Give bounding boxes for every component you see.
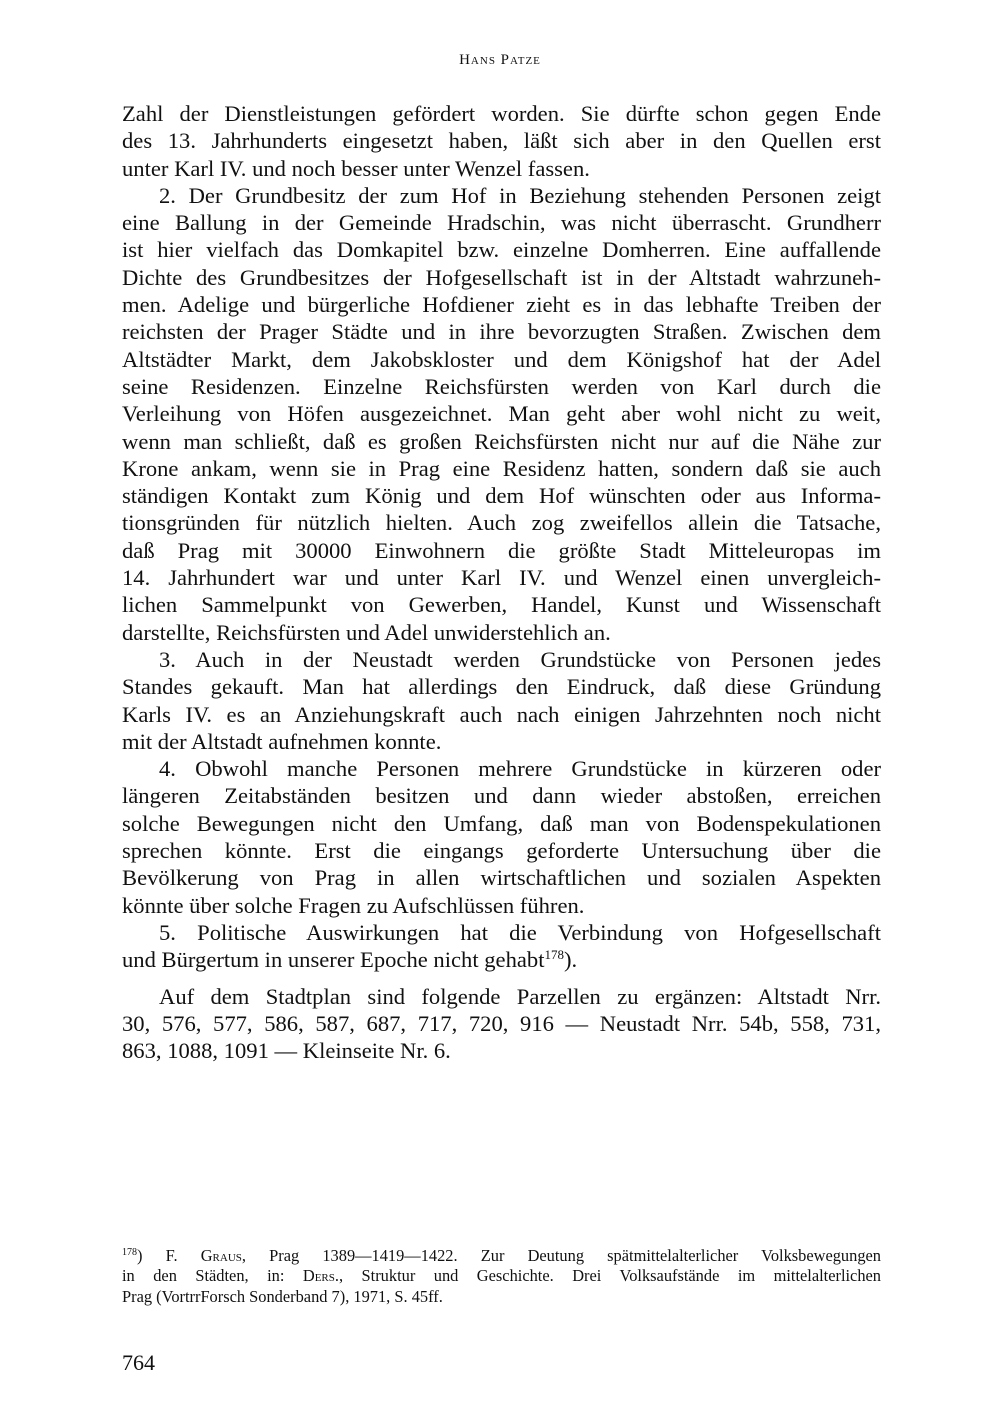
paragraph-continuation [122, 100, 881, 182]
text-line: Bevölkerung von Prag in allen wirtschaftlichen und sozialen Aspekten [122, 865, 881, 891]
footnote-text: in den Städten, in: [122, 1266, 303, 1286]
footnote-reference[interactable]: 178 [544, 947, 564, 963]
text-fragment: ). [563, 947, 578, 973]
text-line: 14. Jahrhundert war und unter Karl IV. und Wenzel einen unvergleich- [122, 565, 881, 591]
text-line: men. Adelige und bürgerliche Hofdiener zieht es in das lebhafte Treiben der [122, 292, 881, 318]
footnote-178 [122, 1246, 881, 1307]
text-line: tionsgründen für nützlich hielten. Auch zog zweifellos allein die Tatsache, [122, 510, 881, 536]
text-line: wenn man schließt, daß es großen Reichsfürsten nicht nur auf die Nähe zur [122, 428, 881, 454]
text-line: unter Karl IV. und noch besser unter Wenzel fassen. [122, 155, 590, 181]
paragraph-stadtplan [122, 983, 881, 1065]
text-line: darstellte, Reichsfürsten und Adel unwiderstehlich an. [122, 619, 611, 645]
text-line: ist hier vielfach das Domkapitel bzw. einzelne Domherren. Eine auffallende [122, 237, 881, 263]
footnote-text: , Prag 1389—1419—1422. Zur Deutung spätmittelalterlicher Volksbewegungen [241, 1246, 881, 1265]
text-line: Auf dem Stadtplan sind folgende Parzellen zu ergänzen: Altstadt Nrr. [159, 983, 881, 1009]
text-line: längeren Zeitabständen besitzen und dann wieder abstoßen, erreichen [122, 783, 881, 809]
text-line: Krone ankam, wenn sie in Prag eine Residenz hatten, sondern daß sie auch [122, 455, 881, 481]
footnote-line: Prag (VortrrForsch Sonderband 7), 1971, S. 45ff. [122, 1286, 443, 1306]
text-line: 3. Auch in der Neustadt werden Grundstücke von Personen jedes [159, 646, 881, 672]
page-number: 764 [122, 1350, 155, 1375]
footnote-line [122, 1266, 881, 1286]
footnote-ders: Ders. [302, 1266, 339, 1286]
text-line: solche Bewegungen nicht den Umfang, daß man von Bodenspekulationen [122, 810, 881, 836]
text-line: Altstädter Markt, dem Jakobskloster und dem Königshof hat der Adel [122, 346, 881, 372]
text-line: Standes gekauft. Man hat allerdings den Eindruck, daß diese Gründung [122, 674, 881, 700]
text-line: Karls IV. es an Anziehungskraft auch nach einigen Jahrzehnten noch nicht [122, 701, 881, 727]
text-line: eine Ballung in der Gemeinde Hradschin, was nicht überrascht. Grundherr [122, 210, 881, 236]
text-line: lichen Sammelpunkt von Gewerben, Handel, Kunst und Wissenschaft [122, 592, 881, 618]
text-line: könnte über solche Fragen zu Aufschlüssen führen. [122, 892, 585, 918]
footnote-marker-tail: ) [137, 1246, 143, 1265]
text-line: 863, 1088, 1091 — Kleinseite Nr. 6. [122, 1038, 451, 1064]
paragraph-point-4 [122, 755, 881, 919]
text-line: 30, 576, 577, 586, 587, 687, 717, 720, 916 — Neustadt Nrr. 54b, 558, 731, [122, 1010, 881, 1036]
text-line: ständigen Kontakt zum König und dem Hof wünschten oder aus Informa- [122, 483, 881, 509]
footnote-text: , Struktur und Geschichte. Drei Volksaufstände im mittelalterlichen [338, 1266, 881, 1286]
body-text [122, 100, 881, 1064]
text-line: 5. Politische Auswirkungen hat die Verbindung von Hofgesellschaft [159, 919, 881, 945]
footnote-line [122, 1246, 881, 1266]
text-line: 4. Obwohl manche Personen mehrere Grundstücke in kürzeren oder [159, 756, 881, 782]
text-line: sprechen könnte. Erst die eingangs geforderte Untersuchung über die [122, 838, 881, 864]
paragraph-point-2 [122, 182, 881, 646]
footnote-marker: 178 [122, 1247, 137, 1258]
text-line: Dichte des Grundbesitzes der Hofgesellschaft ist in der Altstadt wahrzuneh- [122, 264, 881, 290]
footnote-author: F. Graus [165, 1246, 242, 1265]
text-line: des 13. Jahrhunderts eingesetzt haben, läßt sich aber in den Quellen erst [122, 128, 881, 154]
text-line: seine Residenzen. Einzelne Reichsfürsten werden von Karl durch die [122, 373, 881, 399]
text-line: reichsten der Prager Städte und in ihre bevorzugten Straßen. Zwischen dem [122, 319, 881, 345]
text-line [122, 946, 881, 973]
text-fragment: und Bürgertum in unserer Epoche nicht gehabt [122, 947, 545, 973]
text-line: 2. Der Grundbesitz der zum Hof in Beziehung stehenden Personen zeigt [159, 182, 881, 208]
running-head: Hans Patze [459, 52, 541, 68]
text-line: Verleihung von Höfen ausgezeichnet. Man geht aber wohl nicht zu weit, [122, 401, 881, 427]
text-line: Zahl der Dienstleistungen gefördert worden. Sie dürfte schon gegen Ende [122, 101, 881, 126]
text-line: daß Prag mit 30000 Einwohnern die größte Stadt Mitteleuropas im [122, 537, 881, 563]
text-line: mit der Altstadt aufnehmen konnte. [122, 728, 442, 754]
paragraph-point-3 [122, 646, 881, 755]
paragraph-point-5 [122, 919, 881, 974]
